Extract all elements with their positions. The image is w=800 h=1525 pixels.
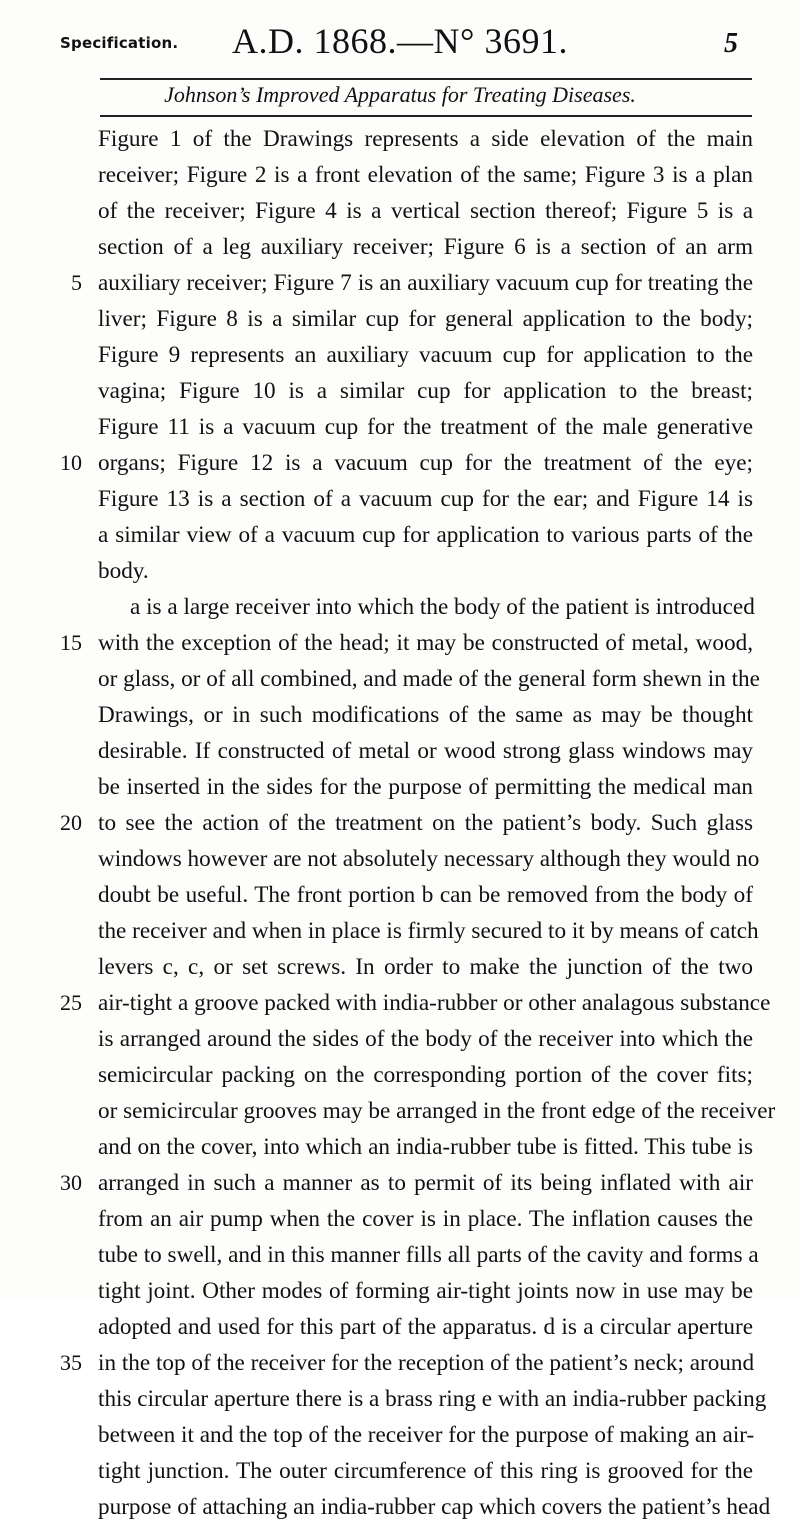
subtitle-rule (100, 115, 752, 117)
line-text: in the top of the receiver for the reception of the patient’s neck; around (98, 1350, 755, 1376)
page-number: 5 (724, 28, 738, 59)
line-number: 25 (60, 990, 82, 1015)
line-text: arranged in such a manner as to permit of its being inflated with air (98, 1170, 753, 1196)
text-line (0, 913, 800, 949)
text-line (0, 409, 800, 445)
line-text: purpose of attaching an india-rubber cap which covers the patient’s head (98, 1494, 771, 1520)
text-line (0, 841, 800, 877)
text-line (0, 1165, 800, 1201)
text-line (0, 193, 800, 229)
line-number: 35 (60, 1350, 82, 1375)
text-line (0, 1345, 800, 1381)
line-text: auxiliary receiver; Figure 7 is an auxiliary vacuum cup for treating the (98, 270, 753, 296)
text-line (0, 1021, 800, 1057)
line-text: adopted and used for this part of the apparatus. d is a circular aperture (98, 1314, 753, 1340)
line-text: tight junction. The outer circumference of this ring is grooved for the (98, 1458, 753, 1484)
text-line (0, 661, 800, 697)
text-line (0, 949, 800, 985)
text-line (0, 373, 800, 409)
text-line (0, 157, 800, 193)
body-text (0, 121, 800, 1525)
line-text: be inserted in the sides for the purpose of permitting the medical man (98, 774, 753, 800)
line-number: 30 (60, 1170, 82, 1195)
line-text: or semicircular grooves may be arranged in the front edge of the receiver (98, 1098, 776, 1124)
line-text: the receiver and when in place is firmly secured to it by means of catch (98, 918, 759, 944)
text-line (0, 1453, 800, 1489)
header-section-label: Specification. (60, 34, 179, 52)
text-line (0, 337, 800, 373)
text-line (0, 553, 800, 589)
line-text: a similar view of a vacuum cup for application to various parts of the (98, 522, 753, 548)
text-line (0, 265, 800, 301)
line-text: from an air pump when the cover is in place. The inflation causes the (98, 1206, 753, 1232)
page-header (0, 20, 800, 70)
line-text: of the receiver; Figure 4 is a vertical section thereof; Figure 5 is a (98, 198, 753, 224)
line-text: desirable. If constructed of metal or wood strong glass windows may (98, 738, 753, 764)
page-subtitle: Johnson’s Improved Apparatus for Treating Diseases. (164, 82, 636, 107)
line-text: receiver; Figure 2 is a front elevation of the same; Figure 3 is a plan (98, 162, 753, 188)
text-line (0, 1201, 800, 1237)
line-text: windows however are not absolutely necessary although they would no (98, 846, 760, 872)
header-patent-number: A.D. 1868.—N° 3691. (232, 21, 568, 61)
text-line (0, 1237, 800, 1273)
text-line (0, 1093, 800, 1129)
text-line (0, 1057, 800, 1093)
line-number: 5 (71, 270, 82, 295)
line-number: 10 (60, 450, 82, 475)
text-line (0, 1381, 800, 1417)
line-text: between it and the top of the receiver for the purpose of making an air- (98, 1422, 755, 1448)
text-line (0, 1417, 800, 1453)
line-text: Figure 13 is a section of a vacuum cup for the ear; and Figure 14 is (98, 486, 753, 512)
line-text: to see the action of the treatment on the patient’s body. Such glass (98, 810, 753, 836)
text-line (0, 445, 800, 481)
text-line (0, 733, 800, 769)
text-line (0, 229, 800, 265)
line-text: liver; Figure 8 is a similar cup for general application to the body; (98, 306, 753, 332)
line-text: a is a large receiver into which the body of the patient is introduced (130, 594, 755, 620)
text-line (0, 1489, 800, 1525)
text-line (0, 877, 800, 913)
text-line (0, 769, 800, 805)
line-text: section of a leg auxiliary receiver; Figure 6 is a section of an arm (98, 234, 753, 260)
line-text: vagina; Figure 10 is a similar cup for application to the breast; (98, 378, 753, 404)
line-text: air-tight a groove packed with india-rubber or other analagous substance (98, 990, 771, 1016)
line-text: with the exception of the head; it may be constructed of metal, wood, (98, 630, 753, 656)
line-text: Figure 9 represents an auxiliary vacuum cup for application to the (98, 342, 753, 368)
line-text: organs; Figure 12 is a vacuum cup for the treatment of the eye; (98, 450, 753, 476)
header-rule (100, 78, 752, 80)
line-text: body. (98, 558, 149, 584)
line-text: semicircular packing on the corresponding portion of the cover fits; (98, 1062, 753, 1088)
line-text: and on the cover, into which an india-rubber tube is fitted. This tube is (98, 1134, 753, 1160)
text-line (0, 985, 800, 1021)
line-number: 15 (60, 630, 82, 655)
text-line (0, 697, 800, 733)
line-text: levers c, c, or set screws. In order to make the junction of the two (98, 954, 753, 980)
text-line (0, 1273, 800, 1309)
text-line (0, 625, 800, 661)
text-line (0, 589, 800, 625)
line-text: doubt be useful. The front portion b can be removed from the body of (98, 882, 753, 908)
line-text: this circular aperture there is a brass ring e with an india-rubber packing (98, 1386, 767, 1412)
text-line (0, 301, 800, 337)
text-line (0, 1129, 800, 1165)
line-text: Drawings, or in such modifications of the same as may be thought (98, 702, 753, 728)
text-line (0, 481, 800, 517)
line-text: tube to swell, and in this manner fills all parts of the cavity and forms a (98, 1242, 759, 1268)
text-line (0, 1309, 800, 1345)
line-text: or glass, or of all combined, and made of the general form shewn in the (98, 666, 760, 692)
line-number: 20 (60, 810, 82, 835)
line-text: tight joint. Other modes of forming air-tight joints now in use may be (98, 1278, 753, 1304)
line-text: Figure 11 is a vacuum cup for the treatment of the male generative (98, 414, 753, 440)
text-line (0, 517, 800, 553)
text-line (0, 805, 800, 841)
line-text: Figure 1 of the Drawings represents a side elevation of the main (98, 126, 753, 152)
line-text: is arranged around the sides of the body of the receiver into which the (98, 1026, 753, 1052)
text-line (0, 121, 800, 157)
